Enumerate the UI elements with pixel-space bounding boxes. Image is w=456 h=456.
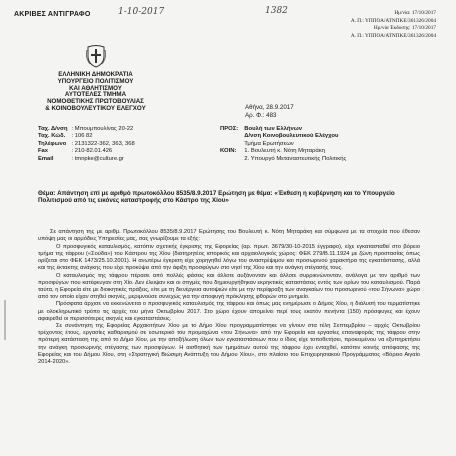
certified-copy-stamp: ΑΚΡΙΒΕΣ ΑΝΤΙΓΡΑΦΟ (14, 11, 91, 18)
contact-details (38, 126, 139, 163)
body-paragraph: Πρόσφατα άρχισε να εκκενώνεται ο προσφυγικός καταυλισμός της τάφρου και όπως μας ενημέρωσε ο Δήμος Χίου, η διάλυσή του τερματίστηκε με ολοκληρωτικό τρόπο τις αρχές του μήνα Οκτωβρίου 2017. Στο χώρο έχουν απομείνει περί τους εκατόν πενήντα (150) πρόσφυγες και έχουν αφαιρεθεί οι περισσότερες σκηνές και εγκαταστάσεις. (38, 301, 420, 322)
registry-stamp-line: Α. Π.: ΥΠΠΟΑ/ΑΤΝΠΚΕ/361326/2004 (350, 32, 436, 39)
fax-label: Fax (38, 148, 48, 155)
ministry-header-line: & ΚΟΙΝΟΒΟΥΛΕΥΤΙΚΟΥ ΕΛΕΓΧΟΥ (45, 104, 146, 112)
ministry-header-line: ΑΥΤΟΤΕΛΕΣ ΤΜΗΜΑ (64, 91, 127, 99)
recipients-block (220, 126, 352, 163)
cc-recipient: 1. Βουλευτή κ. Νότη Μηταράκη (244, 148, 325, 155)
scan-edge-mark (4, 300, 6, 340)
handwritten-number-note: 1382 (265, 6, 288, 16)
handwritten-date-note: 1-10-2017 (118, 7, 165, 17)
body-paragraph: Ο προσφυγικός καταυλισμός, κατόπιν σχετικής έγκρισης της Εφορείας (αρ. πρωτ. 3679/30-10-2015 έγγραφο), είχε εγκατασταθεί στο βόρειο τμήμα της τάφρου («Σούδα») του Κάστρου της Χίου (διατηρητέος ιστορικός και αρχαιολογικός χώρος: ΦΕΚ 279/Β.11.1924 με ζώνη προστασίας όπως ορίζεται στο ΦΕΚ 1473/25.10.2001). Η ανωτέρω έγκριση είχε χορηγηθεί λόγω του αναστρέψιμου και προσωρινού χαρακτήρα της εγκατάστασης, αλλά και της έκτακτης ανάγκης που είχε προκύψει από την άφιξη προσφύγων στο νησί της Χίου και την ανάγκη στέγασής τους. (38, 243, 420, 271)
to-recipient: Βουλή των Ελλήνων (244, 126, 303, 132)
zip-value: : 106 82 (71, 133, 93, 140)
registry-stamp-line: Ημ/νία: 17/10/2017 (394, 10, 436, 16)
ministry-header-line: ΥΠΟΥΡΓΕΙΟ ΠΟΛΙΤΙΣΜΟΥ (57, 77, 134, 85)
to-recipient: Δ/νση Κοινοβουλευτικού Ελέγχου (244, 133, 339, 140)
ministry-header-line: ΚΑΙ ΑΘΛΗΤΙΣΜΟΥ (69, 84, 122, 92)
cc-label: ΚΟΙΝ: (220, 148, 237, 155)
zip-label: Ταχ. Κώδ. (38, 133, 66, 140)
phone-label: Τηλέφωνο (38, 140, 67, 147)
phone-value: : 2131322-362, 363, 368 (71, 140, 135, 147)
ministry-header-line: ΕΛΛΗΝΙΚΗ ΔΗΜΟΚΡΑΤΙΑ (58, 71, 133, 78)
email-label: Email (38, 155, 54, 162)
cc-recipient: 2. Υπουργό Μεταναστευτικής Πολιτικής (244, 155, 347, 162)
body-paragraph: Σε συνάντηση της Εφορείας Αρχαιοτήτων Χίου με το Δήμο Χίου προγραμματίστηκε να γίνουν στα τέλη Σεπτεμβρίου – αρχές Οκτωβρίου τρέχοντος έτους, εργασίες καθαρισμού σε εσωτερικό του προμαχώνα «του Σήνωνα» από την Εφορεία και εργασίες επαναφοράς της τάφρου στην πρότερη κατάσταση της από το Δήμο Χίου, με την αποξήλωση όλων των εγκαταστάσεων που ο ίδιος είχε τοποθετήσει, προκειμένου να εξυπηρετήσει την ανάγκη προσωρινής στέγασης των προσφύγων. Η αισθητική των τμημάτων αυτού της τάφρου έχει ενταχθεί, κατόπιν κοινής απόφασης της Εφορείας και του Δήμου Χίου, στη «Στρατηγική Βιώσιμη Ανάπτυξη του Δήμου Χίου», στο πλαίσιο του Επιχειρησιακού Προγράμματος «Βόρειο Αιγαίο 2014-2020». (38, 323, 420, 365)
registry-stamp-line: Ημ/νία Έκδοσης: 17/10/2017 (373, 25, 436, 31)
to-label: ΠΡΟΣ: (220, 126, 239, 132)
fax-value: : 210-82.01.426 (71, 148, 113, 155)
address-value: : Μπουμπουλίνας 20-22 (71, 126, 134, 132)
registry-stamp (246, 10, 436, 40)
document-date: Αθήνα, 28.9.2017 (245, 104, 294, 111)
ministry-header (38, 72, 153, 113)
protocol-number: Αρ. Φ.: 483 (245, 111, 277, 119)
to-recipient: Τμήμα Ερωτήσεων (244, 140, 294, 147)
body-paragraph: Ο καταυλισμός της τάφρου πέρασε από πολλές φάσεις και άλλοτε αυξάνονταν και άλλοτε συρρικνώνονταν, ανάλογα με τον αριθμό των προσφύγων που κατέφευγαν στη Χίο. Δεν έλειψαν και οι στιγμές που δημιουργήθηκαν εκρηκτικές καταστάσεις εντός των ορίων του καταυλισμού. Παρά ταύτα, η Εφορεία είτε με διοικητικές πράξεις, είτε με τη διενέργεια αυτοψιών είτε με την περίφραξη των αναγκαίων του προσωρινού «του Σήνωνα» χώρο από τον οποίο είχαν στηθεί σκηνές, μεριμνούσε συνεχώς για την αποφυγή πρόκλησης φθορών στο μνημείο. (38, 272, 420, 300)
date-and-reference (245, 104, 294, 119)
letter-body (38, 229, 420, 366)
ministry-header-line: ΝΟΜΟΘΕΤΙΚΗΣ ΠΡΩΤΟΒΟΥΛΙΑΣ (47, 98, 144, 106)
body-paragraph: Σε απάντηση της με αριθμ. Πρωτοκόλλου 8535/8.9.2017 Ερώτησης του Βουλευτή κ. Νότη Μηταράκη και σύμφωνα με τα στοιχεία που έθεσαν υπόψη μας οι αρμόδιες Υπηρεσίες μας, σας γνωρίζουμε τα εξής: (38, 229, 420, 243)
address-label: Ταχ. Δ/νση (38, 126, 68, 132)
email-value: : tmnpke@culture.gr (71, 155, 124, 162)
letter-subject: Θέμα: Απάντηση επί με αριθμό πρωτοκόλλου 8535/8.9.2017 Ερώτηση με θέμα: «Έκθεση η κυβέρνηση και το Υπουργείο Πολιτισμού από τις εικόνες καταστροφής στο Κάστρο της Χίου» (38, 190, 395, 205)
registry-stamp-line: Α. Π.: ΥΠΠΟΑ/ΑΤΝΠΚΕ/361326/2004 (350, 17, 436, 24)
greek-coat-of-arms-icon (86, 44, 106, 68)
